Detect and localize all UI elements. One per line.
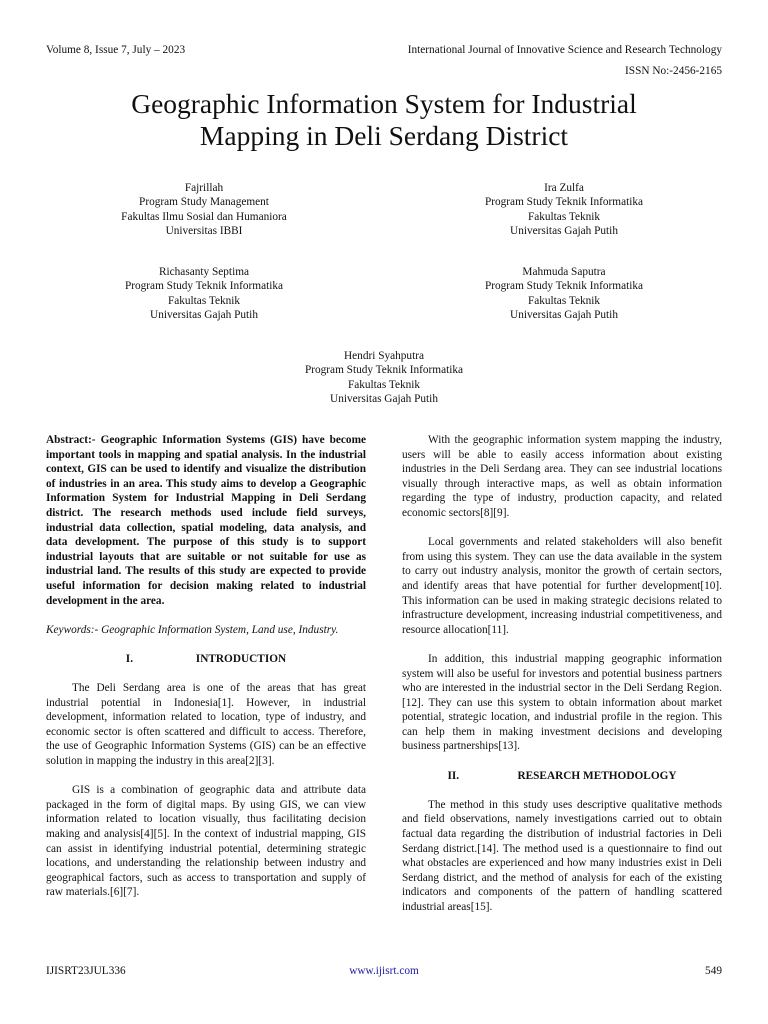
- paragraph: The method in this study uses descriptive qualitative methods and field observations, namely investigations carried out to obtain factual data regarding the distribution of industrial factories in Deli Serdang district.[14]. The method used is a questionnaire to find out what obstacles are experienced and how many industries exist in Deli Serdang district, and the method of analysis for each of the existing indicators and components of the pattern of handling scattered industrial areas[15].: [402, 798, 722, 913]
- author-faculty: Fakultas Ilmu Sosial dan Humaniora: [121, 210, 287, 223]
- author-name: Fajrillah: [184, 182, 224, 194]
- page-number: 549: [705, 965, 722, 977]
- author-name: Hendri Syahputra: [344, 350, 424, 362]
- paper-title-line-1: Geographic Information System for Industrial: [131, 88, 637, 119]
- section-heading-research-methodology: [402, 769, 722, 784]
- author-block-4: [404, 265, 724, 323]
- author-university: Universitas Gajah Putih: [330, 393, 438, 406]
- running-header-issn: ISSN No:-2456-2165: [625, 65, 722, 77]
- author-name: Mahmuda Saputra: [522, 266, 606, 278]
- author-block-3: [44, 265, 364, 323]
- author-program: Program Study Teknik Informatika: [124, 280, 284, 293]
- paper-title: [60, 88, 708, 152]
- section-number: II.: [447, 769, 460, 782]
- running-header-volume: Volume 8, Issue 7, July – 2023: [46, 44, 186, 56]
- author-faculty: Fakultas Teknik: [527, 210, 601, 223]
- left-column: [46, 433, 366, 915]
- paragraph: Local governments and related stakeholders will also benefit from using this system. They can use the data available in the system to carry out industry analysis, monitor the growth of certain sectors, and identify areas that have potential for further development[10]. This information can be used in making strategic decisions related to infrastructure development, increasing industrial competitiveness, and resource allocation[11].: [402, 536, 722, 636]
- author-university: Universitas Gajah Putih: [510, 309, 618, 322]
- running-header-journal: International Journal of Innovative Science and Research Technology: [407, 44, 722, 56]
- abstract: Abstract:- Geographic Information Systems (GIS) have become important tools in mapping and spatial analysis. In the industrial context, GIS can be used to identify and visualize the distribution of industries in an area. This study aims to develop a Geographic Information System for Industrial Mapping in Deli Serdang district. The research methods used include field surveys, industrial data collection, spatial modeling, data analysis, and data development. The purpose of this study is to support industrial layouts that are suitable or not suitable for use as industrial land. The results of this study are expected to provide useful information for decision making related to industrial development in the area.: [46, 434, 366, 607]
- author-university: Universitas Gajah Putih: [510, 225, 618, 238]
- keywords: [46, 623, 366, 638]
- author-block-2: [404, 181, 724, 239]
- author-program: Program Study Teknik Informatika: [484, 196, 644, 209]
- author-program: Program Study Teknik Informatika: [304, 364, 464, 377]
- author-program: Program Study Management: [139, 196, 269, 209]
- author-faculty: Fakultas Teknik: [167, 294, 241, 307]
- author-program: Program Study Teknik Informatika: [484, 280, 644, 293]
- section-number: I.: [125, 652, 134, 665]
- author-faculty: Fakultas Teknik: [347, 378, 421, 391]
- author-university: Universitas IBBI: [165, 225, 243, 238]
- right-column: [402, 433, 722, 929]
- footer-website-link[interactable]: www.ijisrt.com: [349, 965, 419, 977]
- author-block-1: [44, 181, 364, 239]
- author-faculty: Fakultas Teknik: [527, 294, 601, 307]
- author-university: Universitas Gajah Putih: [150, 309, 258, 322]
- keywords-text: :- Geographic Information System, Land use, Industry.: [90, 623, 339, 636]
- paragraph: The Deli Serdang area is one of the areas that has great industrial potential in Indonesia[1]. However, in industrial development, information related to location, type of industry, and economic sector is often scattered and difficult to access. Therefore, the use of Geographic Information Systems (GIS) can be an effective solution in mapping the industry in this area[2][3].: [46, 682, 366, 768]
- section-title: INTRODUCTION: [195, 652, 287, 665]
- paragraph: In addition, this industrial mapping geographic information system will also be useful for investors and potential business partners who are interested in the industrial sector in the Deli Serdang Region.[12]. They can use this system to obtain information about market potential, strategic location, and industrial profile in the region. This can help them in making investment decisions and developing business partnerships[13].: [402, 652, 722, 753]
- paper-title-line-2: Mapping in Deli Serdang District: [199, 120, 569, 151]
- section-title: RESEARCH METHODOLOGY: [517, 769, 677, 782]
- paragraph: With the geographic information system mapping the industry, users will be able to easily access information about existing industries in the Deli Serdang area. They can see industrial locations visually through interactive maps, as well as obtain information regarding the type of industry, production capacity, and related economic sectors[8][9].: [402, 434, 722, 519]
- footer-paper-id: IJISRT23JUL336: [46, 965, 126, 977]
- author-name: Ira Zulfa: [544, 182, 584, 194]
- author-block-5: [224, 349, 544, 407]
- section-heading-introduction: [46, 652, 366, 667]
- paragraph: GIS is a combination of geographic data and attribute data packaged in the form of digital maps. By using GIS, we can view information related to location visually, thus facilitating decision making and analysis[4][5]. In the context of industrial mapping, GIS can assist in identifying industrial potential, determining strategic locations, and understanding the relationship between industry and geographical factors, such as access to transportation and supply of raw materials.[6][7].: [46, 784, 366, 899]
- keywords-label: Keywords: [46, 623, 91, 636]
- author-name: Richasanty Septima: [158, 266, 250, 278]
